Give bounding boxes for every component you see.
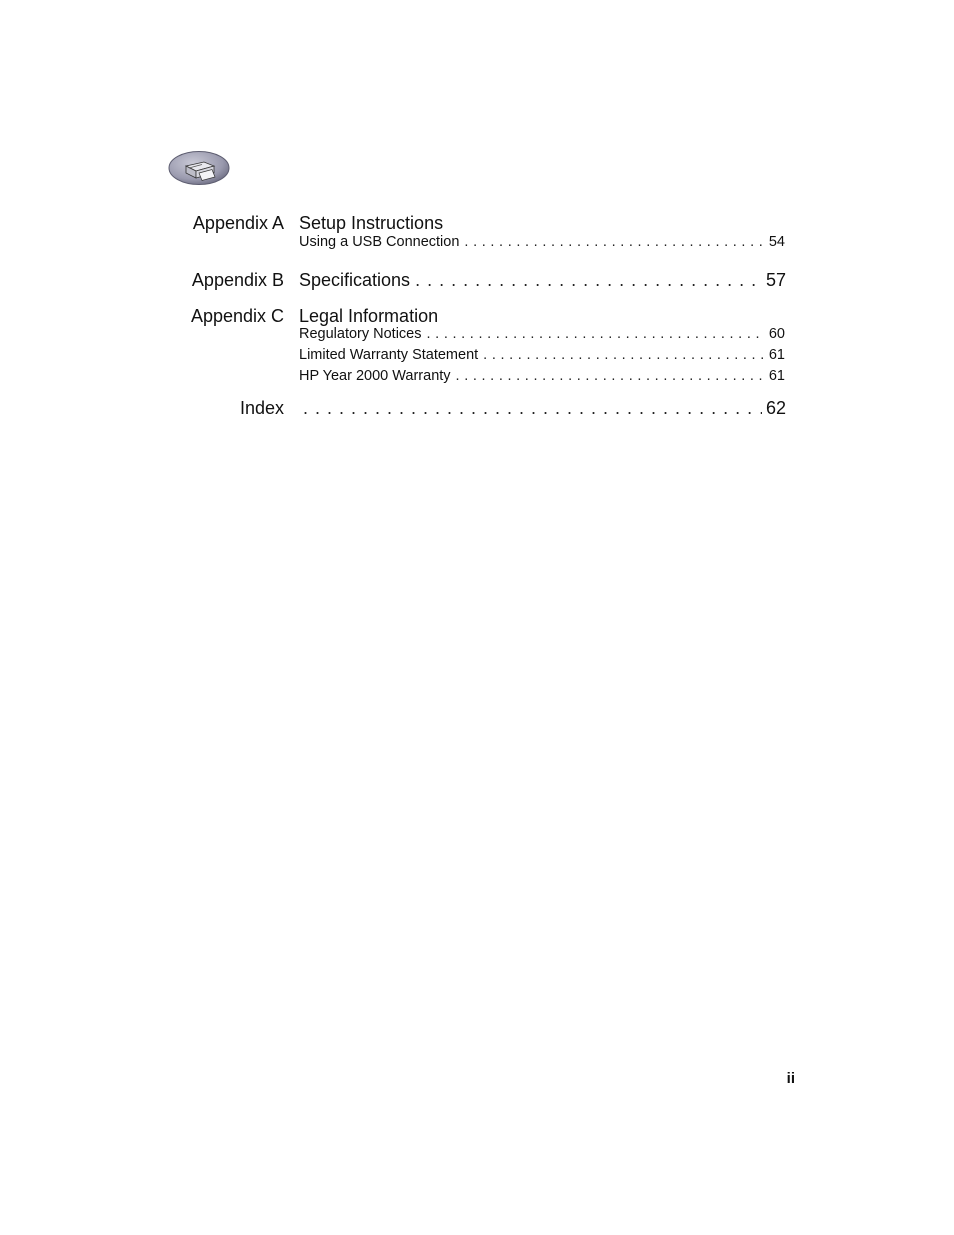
dot-leader bbox=[464, 233, 764, 251]
index-label: Index bbox=[239, 398, 284, 418]
toc-entry[interactable] bbox=[299, 367, 785, 385]
toc-entry-page: 57 bbox=[765, 270, 786, 290]
appendix-c-title: Legal Information bbox=[299, 306, 439, 326]
toc-entry-page: 62 bbox=[765, 398, 786, 418]
toc-entry[interactable] bbox=[299, 346, 785, 364]
toc-entry-title: HP Year 2000 Warranty bbox=[299, 368, 451, 384]
toc-entry[interactable] bbox=[299, 325, 785, 343]
toc-entry-title: Limited Warranty Statement bbox=[299, 347, 479, 363]
appendix-c-label: Appendix C bbox=[190, 306, 284, 326]
toc-entry-page: 61 bbox=[768, 368, 785, 384]
dot-leader bbox=[303, 397, 762, 419]
toc-entry[interactable] bbox=[299, 269, 786, 291]
toc-entry-page: 61 bbox=[768, 347, 785, 363]
toc-entry-page: 60 bbox=[768, 326, 785, 342]
toc-entry[interactable] bbox=[303, 397, 786, 419]
page-number: ii bbox=[786, 1070, 795, 1087]
dot-leader bbox=[427, 325, 765, 343]
dot-leader bbox=[483, 346, 765, 364]
toc-entry-title: Regulatory Notices bbox=[299, 326, 422, 342]
toc-entry[interactable] bbox=[299, 233, 785, 251]
appendix-b-title: Specifications bbox=[299, 270, 411, 290]
dot-leader bbox=[456, 367, 765, 385]
appendix-a-label: Appendix A bbox=[192, 213, 284, 233]
toc-entry-page: 54 bbox=[768, 234, 785, 250]
appendix-b-label: Appendix B bbox=[191, 270, 284, 290]
toc-entry-title: Using a USB Connection bbox=[299, 234, 460, 250]
dot-leader bbox=[415, 269, 762, 291]
appendix-a-title: Setup Instructions bbox=[299, 213, 444, 233]
